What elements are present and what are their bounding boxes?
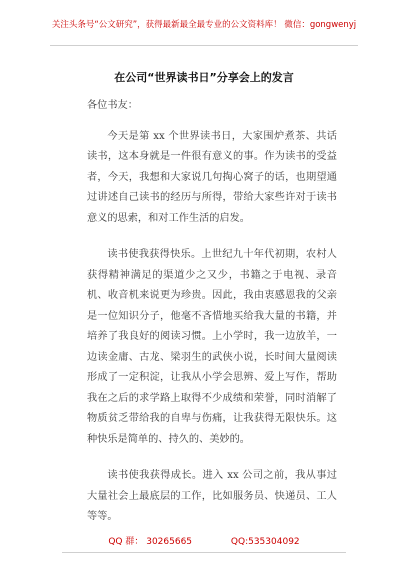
footer-qq-group: QQ 群： 30265665 [108, 537, 193, 547]
footer-contact [0, 534, 408, 547]
paragraph-3: 读书使我获得成长。进入 xx 公司之前，我从事过大量社会上最底层的工作，比如服务员、快递员、工人等等。 [87, 470, 337, 522]
document-title: 在公司“世界读书日”分享会上的发言 [114, 71, 294, 84]
document-body [87, 96, 337, 544]
footer-qq-number: QQ:535304092 [230, 537, 300, 547]
header-banner: 关注头条号“公文研究”，获得最新最全最专业的公文资料库！ 微信：gongwenyj [51, 20, 357, 30]
greeting: 各位书友： [87, 100, 138, 111]
footer-divider [62, 552, 346, 553]
paragraph-2: 读书使我获得快乐。上世纪九十年代初期，农村人获得精神满足的渠道少之又少，书籍之于电视、录音机、收音机来说更为珍贵。因此，我由衷感恩我的父亲是一位知识分子，他毫不吝惜地买给我大量的书籍，并培养了我良好的阅读习惯。上小学时，我一边放羊，一边读金庸、古龙、梁羽生的武侠小说，长时间大量阅读形成了一定积淀，让我从小学会思辨、爱上写作，帮助我在之后的求学路上取得不少成绩和荣誉，同时消解了物质贫乏带给我的自卑与伤痛，让我获得无限快乐。这种快乐是简单的、持久的、美妙的。 [87, 249, 337, 445]
header-divider [50, 45, 358, 46]
paragraph-1: 今天是第 xx 个世界读书日，大家围炉煮茶、共话读书，这本身就是一件很有意义的事。作为读书的受益者，今天，我想和大家说几句掏心窝子的话，也期望通过讲述自己读书的经历与所得，带给大家些许对于读书意义的思索，和对工作生活的启发。 [87, 130, 337, 224]
